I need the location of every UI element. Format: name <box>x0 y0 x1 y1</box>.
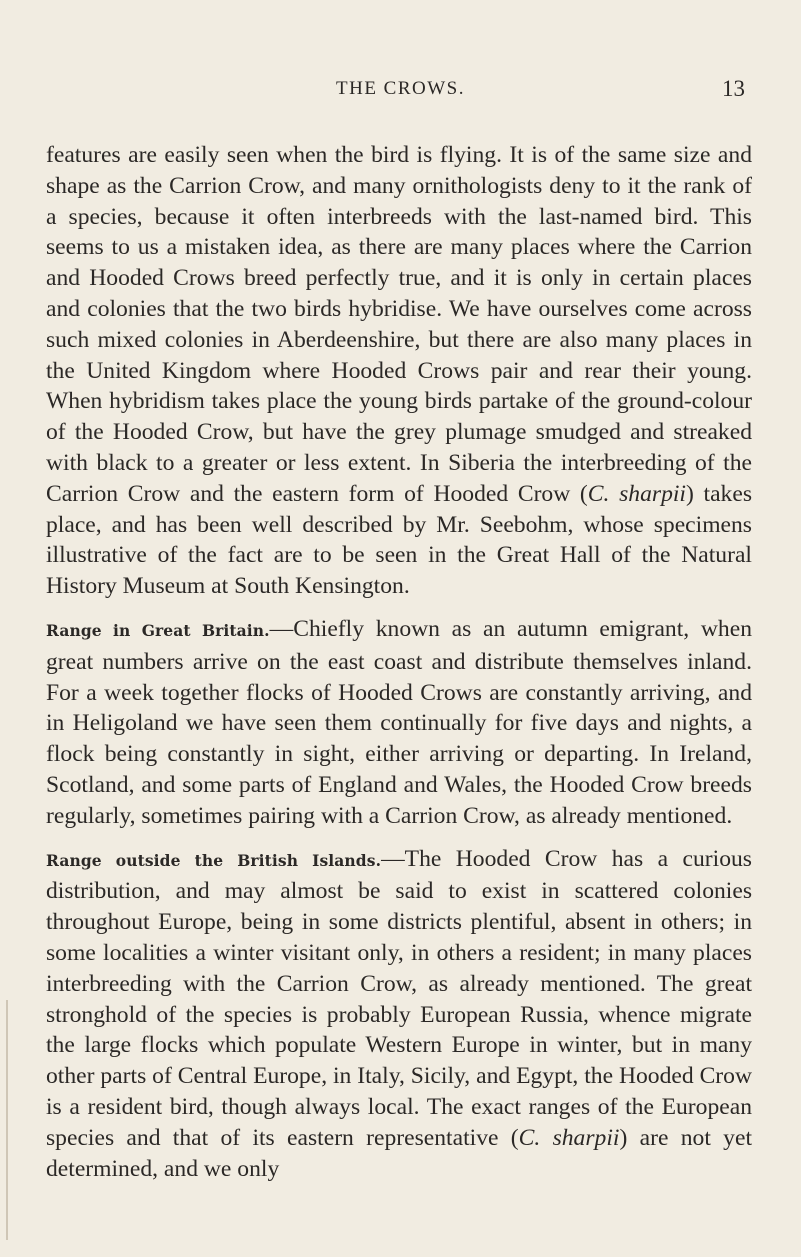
section-heading-range-great-britain: Range in Great Britain. <box>46 620 270 640</box>
species-name-italic: C. sharpii <box>587 480 686 507</box>
section-heading-range-outside: Range outside the British Islands. <box>46 850 382 870</box>
paragraph-range-outside <box>46 844 752 1185</box>
running-head <box>0 78 801 108</box>
paragraph-text: ) takes place, and has been well described by Mr. Seebohm, whose specimens illustrative of the fact are to be seen in the Great Hall of the Natural History Museum at South Kensington. <box>46 480 752 600</box>
paragraph-range-great-britain <box>46 614 752 832</box>
species-name-italic: C. sharpii <box>518 1124 620 1151</box>
paragraph-text: features are easily seen when the bird is flying. It is of the same size and shape as the Carrion Crow, and many ornithologists deny to it the rank of a species, because it often interbreeds with the last-named bird. This seems to us a mistaken idea, as there are many places where the Carrion and Hooded Crows breed perfectly true, and it is only in certain places and colonies that the two birds hybridise. We have ourselves come across such mixed colonies in Aberdeenshire, but there are also many places in the United Kingdom where Hooded Crows pair and rear their young. When hybridism takes place the young birds partake of the ground-colour of the Hooded Crow, but have the grey plumage smudged and streaked with black to a greater or less extent. In Siberia the interbreeding of the Carrion Crow and the eastern form of Hooded Crow ( <box>46 142 752 507</box>
paragraph-text: —Chiefly known as an autumn emigrant, when great numbers arrive on the east coast and distribute themselves inland. For a week together flocks of Hooded Crows are constantly arriving, and in Heligoland we have seen them continually for five days and nights, a flock being constantly in sight, either arriving or departing. In Ireland, Scotland, and some parts of England and Wales, the Hooded Crow breeds regularly, sometimes pairing with a Carrion Crow, as already mentioned. <box>46 615 752 829</box>
paragraph-text: ) are not yet determined, and we only <box>46 1124 752 1182</box>
running-title: THE CROWS. <box>336 78 465 99</box>
body-text <box>46 140 752 1184</box>
page-number: 13 <box>722 76 745 101</box>
gutter-shadow <box>6 1000 8 1240</box>
paragraph-text: —The Hooded Crow has a curious distribution, and may almost be said to exist in scattered colonies throughout Europe, being in some districts plentiful, absent in others; in some localities a winter visitant only, in others a resident; in many places interbreeding with the Carrion Crow, as already mentioned. The great stronghold of the species is probably European Russia, whence migrate the large flocks which populate Western Europe in winter, but in many other parts of Central Europe, in Italy, Sicily, and Egypt, the Hooded Crow is a resident bird, though always local. The exact ranges of the European species and that of its eastern representative ( <box>46 845 752 1151</box>
paragraph-hybridism <box>46 140 752 602</box>
